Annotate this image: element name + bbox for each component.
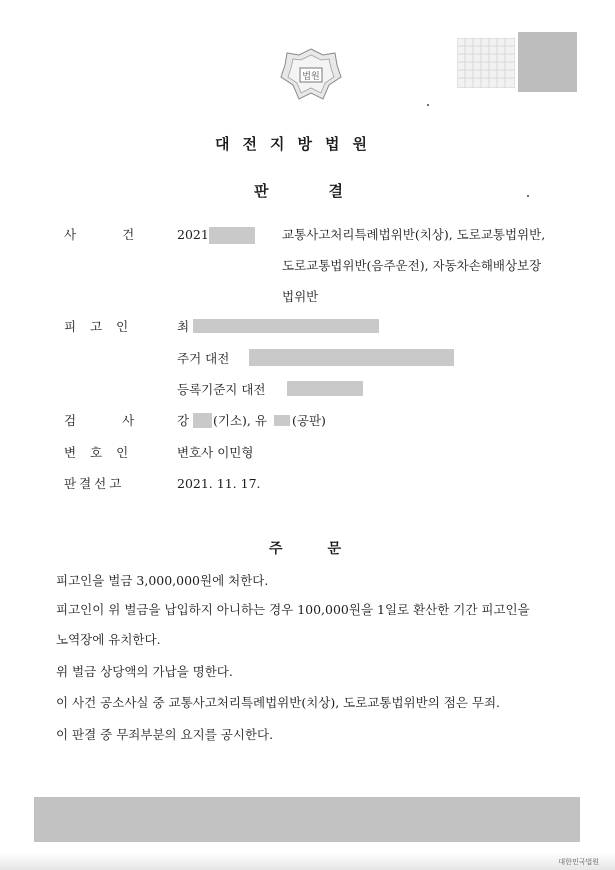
redacted-case-number — [209, 227, 255, 244]
case-charge-line-1: 교통사고처리특례법위반(치상), 도로교통법위반, — [282, 227, 546, 242]
order-line-4: 위 벌금 상당액의 가납을 명한다. — [56, 664, 233, 679]
case-year: 2021 — [177, 227, 209, 242]
document-stamp-pattern — [457, 38, 515, 88]
order-line-5: 이 사건 공소사실 중 교통사고처리특례법위반(치상), 도로교통법위반의 점은 무죄. — [56, 695, 500, 710]
verdict-date-label: 판결선고 — [64, 476, 125, 491]
lawyer-label: 변호인 — [64, 445, 143, 460]
prosecutor-label: 검사 — [64, 413, 181, 428]
emblem-label: 법원 — [302, 72, 320, 82]
defendant-label: 피고인 — [64, 319, 143, 334]
prosecutor-b-role: (공판) — [292, 413, 326, 428]
case-charge-line-2: 도로교통법위반(음주운전), 자동차손해배상보장 — [282, 258, 542, 273]
verdict-date: 2021. 11. 17. — [177, 476, 261, 491]
redacted-prosecutor-a — [193, 413, 212, 428]
prosecutor-a-role: (기소), 유 — [213, 413, 267, 428]
prosecutor-a: 강 — [177, 413, 190, 428]
lawyer-value: 변호사 이민형 — [177, 445, 254, 460]
registry-label: 등록기준지 대전 — [177, 382, 266, 397]
redacted-defendant-name — [193, 319, 379, 333]
order-title: 주문 — [269, 541, 387, 557]
order-line-2: 피고인이 위 벌금을 납입하지 아니하는 경우 100,000원을 1일로 환산한 기간 피고인을 — [56, 602, 530, 617]
order-line-3: 노역장에 유치한다. — [56, 632, 161, 647]
court-name: 대전지방법원 — [215, 135, 380, 153]
redacted-registry — [287, 381, 363, 396]
order-line-6: 이 판결 중 무죄부분의 요지를 공시한다. — [56, 727, 274, 742]
case-charge-line-3: 법위반 — [282, 289, 319, 304]
redacted-address — [249, 349, 454, 366]
footer-court-mark: 대한민국법원 — [558, 858, 599, 866]
order-line-1: 피고인을 벌금 3,000,000원에 처한다. — [56, 573, 269, 588]
footer-bar — [0, 852, 615, 870]
defendant-name: 최 — [177, 319, 190, 334]
redacted-stamp — [518, 32, 577, 92]
speck — [427, 104, 429, 106]
document-title: 판결 — [254, 182, 403, 200]
redacted-prosecutor-b — [274, 415, 290, 426]
court-emblem-icon — [279, 47, 343, 103]
speck — [527, 195, 529, 197]
redacted-footer — [34, 797, 580, 842]
case-label: 사건 — [64, 227, 181, 242]
address-label: 주거 대전 — [177, 351, 230, 366]
